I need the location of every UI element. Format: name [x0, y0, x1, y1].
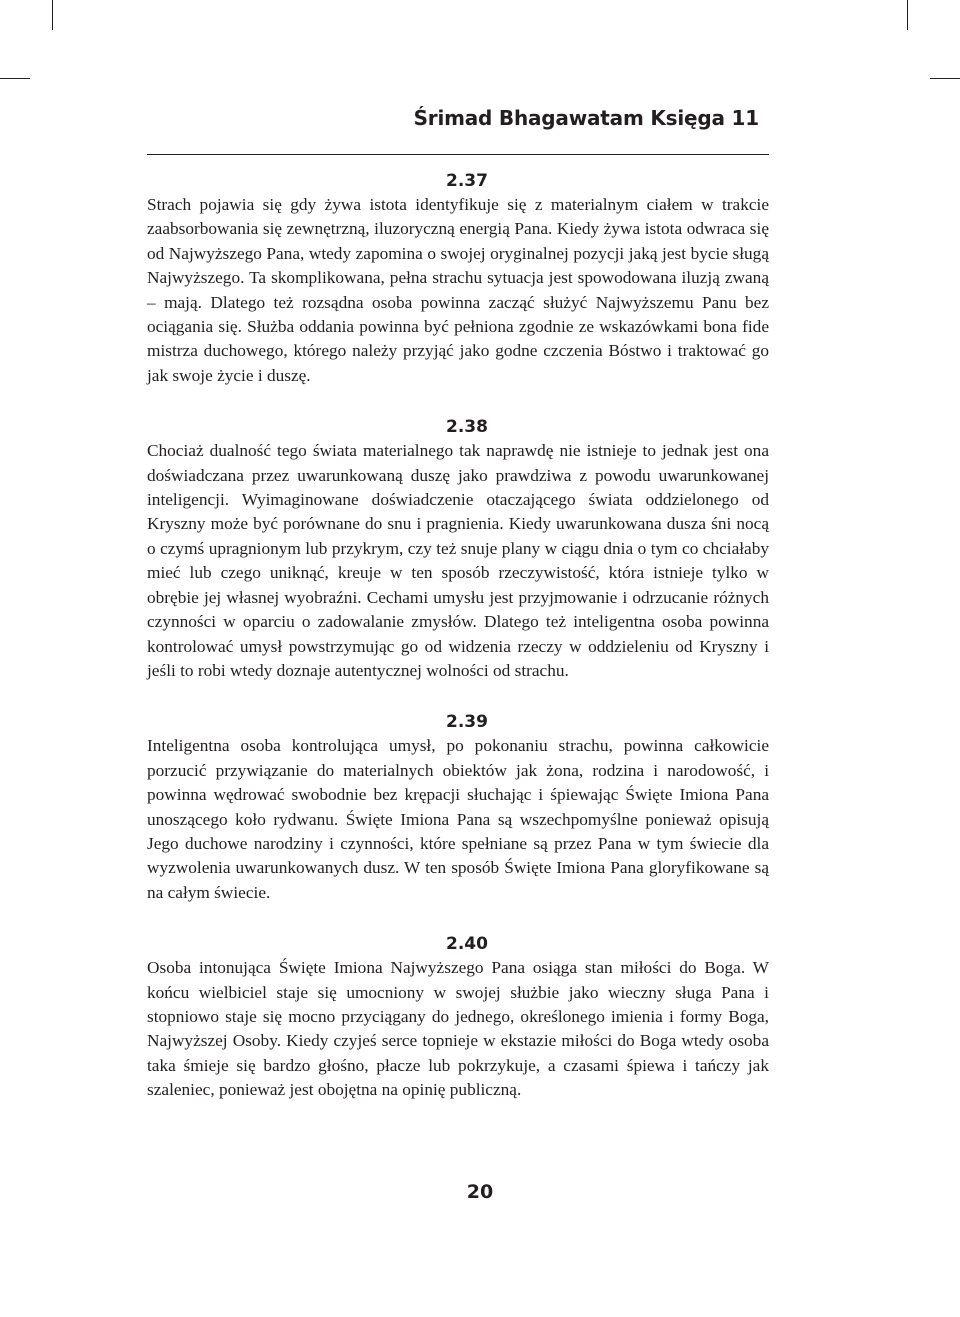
verse-text: Inteligentna osoba kontrolująca umysł, po pokonaniu strachu, powinna całkowicie porzucić przywiązanie do materialnych obiektów jak żona, rodzina i narodowość, i powinna wędrować swobodnie bez krępacji słuchając i śpiewając Święte Imiona Pana unoszącego koło rydwanu. Święte Imiona Pana są wszechpomyślne ponieważ opisują Jego duchowe narodziny i czynności, które spełniane są przez Pana w tym świecie dla wyzwolenia uwarunkowanych dusz. W ten sposób Święte Imiona Pana gloryfikowane są na całym świecie.	[147, 736, 769, 902]
verse-2-37	[147, 169, 769, 388]
verse-2-40	[147, 932, 769, 1102]
verse-text: Chociaż dualność tego świata materialnego tak naprawdę nie istnieje to jednak jest ona doświadczana przez uwarunkowaną duszę jako prawdziwa z powodu uwarunkowanej inteligencji. Wyimaginowane doświadczenie otaczającego świata oddzielonego od Kryszny może być porównane do snu i pragnienia. Kiedy uwarunkowana dusza śni nocą o czymś upragnionym lub przykrym, czy też snuje plany w ciągu dnia o tym co chciałaby mieć lub czego uniknąć, kreuje w ten sposób rzeczywistość, która istnieje tylko w obrębie jej własnej wyobraźni. Cechami umysłu jest przyjmowanie i odrzucanie różnych czynności w oparciu o zadowalanie zmysłów. Dlatego też inteligentna osoba powinna kontrolować umysł powstrzymując go od widzenia rzeczy w oddzieleniu od Kryszny i jeśli to robi wtedy doznaje autentycznej wolności od strachu.	[147, 441, 769, 680]
verse-text: Strach pojawia się gdy żywa istota identyfikuje się z materialnym ciałem w trakcie zaabsorbowania się zewnętrzną, iluzoryczną energią Pana. Kiedy żywa istota odwraca się od Najwyższego Pana, wtedy zapomina o swojej oryginalnej pozycji jaką jest bycie sługą Najwyższego. Ta skomplikowana, pełna strachu sytuacja jest spowodowana iluzją zwaną – mają. Dlatego też rozsądna osoba powinna zacząć służyć Najwyższemu Panu bez ociągania się. Służba oddania powinna być pełniona zgodnie ze wskazówkami bona fide mistrza duchowego, którego należy przyjąć jako godne czczenia Bóstwo i traktować go jak swoje życie i duszę.	[147, 195, 769, 385]
verse-2-39	[147, 710, 769, 905]
verse-number: 2.37	[446, 171, 488, 191]
running-header: Śrimad Bhagawatam Księga 11	[413, 106, 759, 130]
crop-mark-left	[0, 78, 30, 79]
page-number: 20	[466, 1181, 494, 1203]
verse-text: Osoba intonująca Święte Imiona Najwyższego Pana osiąga stan miłości do Boga. W końcu wielbiciel staje się umocniony w swojej służbie jako wieczny sługa Pana i stopniowo staje się mocno przyciągany do jednego, określonego imienia i formy Boga, Najwyższej Osoby. Kiedy czyjeś serce topnieje w ekstazie miłości do Boga wtedy osoba taka śmieje się bardzo głośno, płacze lub pokrzykuje, a czasami śpiewa i tańczy jak szaleniec, ponieważ jest obojętna na opinię publiczną.	[147, 958, 769, 1100]
crop-mark-top-right	[907, 0, 908, 30]
verse-2-38	[147, 415, 769, 683]
verse-number: 2.38	[446, 417, 488, 438]
crop-mark-right	[930, 78, 960, 79]
crop-mark-top-left	[52, 0, 53, 30]
verse-number: 2.40	[446, 934, 488, 955]
verse-number: 2.39	[446, 712, 488, 733]
header-rule	[147, 154, 769, 155]
page-content	[147, 100, 769, 1103]
